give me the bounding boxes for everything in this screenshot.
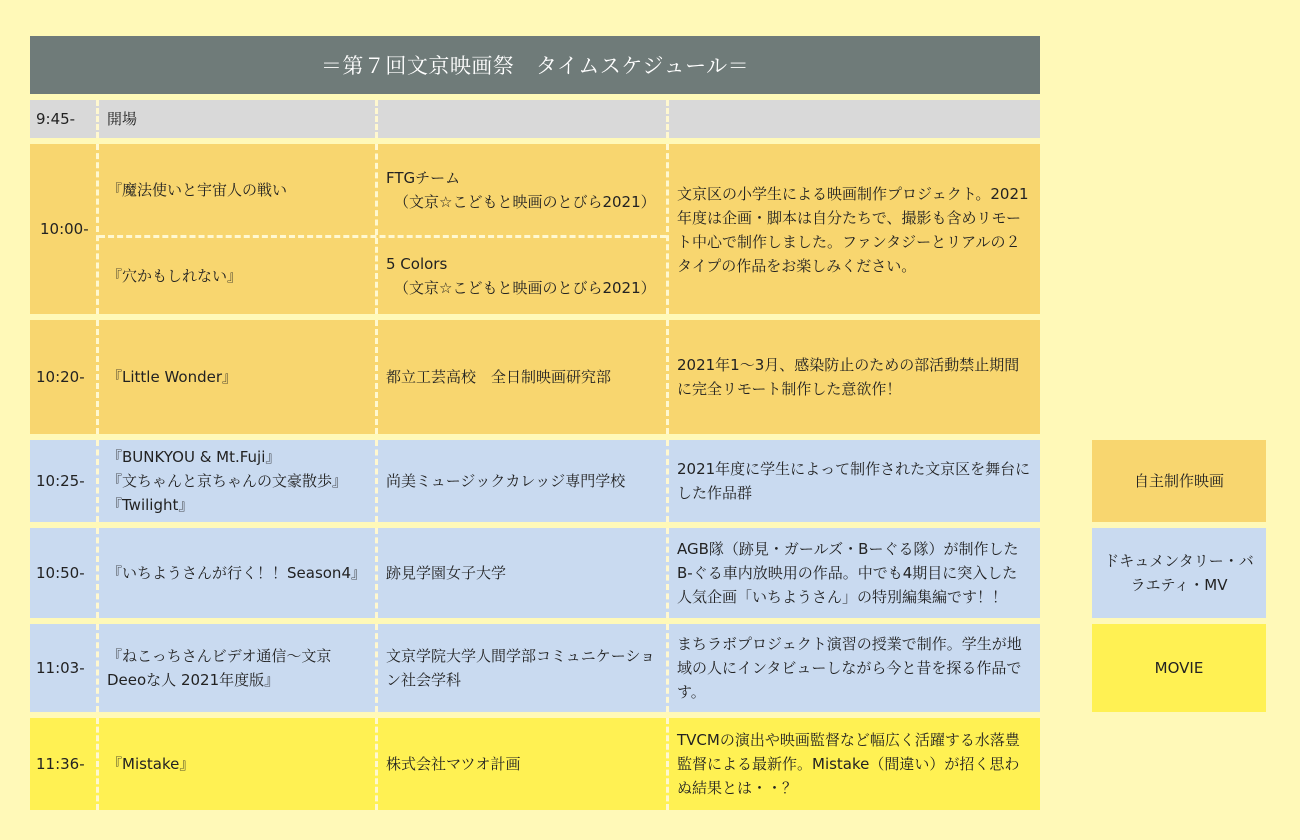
title-cell: 『穴かもしれない』 — [107, 267, 243, 285]
time-cell: 9:45- — [36, 110, 76, 128]
title-line: 『文ちゃんと京ちゃんの文豪散歩』 — [107, 472, 348, 490]
schedule-row — [30, 624, 1040, 712]
org-cell: 株式会社マツオ計画 — [386, 755, 521, 773]
legend-movie: MOVIE — [1092, 624, 1266, 712]
time-cell: 10:25- — [36, 472, 85, 490]
desc-cell: TVCMの演出や映画監督など幅広く活躍する水落豊監督による最新作。Mistake（間違い）が招く思わぬ結果とは・・？ — [677, 731, 1020, 797]
org-line: （文京☆こどもと映画のとびら2021） — [394, 279, 656, 297]
org-line: 5 Colors — [386, 255, 448, 273]
schedule-title: ＝第７回文京映画祭 タイムスケジュール＝ — [30, 36, 1040, 94]
schedule-row — [30, 320, 1040, 434]
desc-cell: 2021年1〜3月、感染防止のための部活動禁止期間に完全リモート制作した意欲作！ — [677, 356, 1020, 398]
schedule-row — [30, 144, 1040, 314]
desc-cell: まちラボプロジェクト演習の授業で制作。学生が地域の人にインタビューしながら今と昔を探る作品です。 — [677, 635, 1022, 701]
title-line: 『BUNKYOU & Mt.Fuji』 — [107, 448, 281, 466]
org-cell — [378, 100, 666, 138]
time-cell: 10:50- — [36, 564, 85, 582]
schedule-row — [30, 718, 1040, 810]
sub-row — [99, 144, 666, 235]
title-cell — [99, 440, 375, 522]
title-cell: 『魔法使いと宇宙人の戦い — [107, 180, 288, 199]
org-cell: 尚美ミュージックカレッジ専門学校 — [386, 472, 626, 490]
legend-doc: ドキュメンタリー・バラエティ・MV — [1092, 528, 1266, 618]
title-cell: 『Little Wonder』 — [107, 368, 238, 386]
title-cell: 『ねこっちさんビデオ通信〜文京Deeoな人 2021年度版』 — [107, 647, 332, 689]
time-cell: 11:36- — [36, 755, 85, 773]
legend-jishu: 自主制作映画 — [1092, 440, 1266, 522]
schedule-table — [30, 36, 1040, 810]
time-cell: 10:00- — [40, 220, 89, 238]
title-line: 『Twilight』 — [107, 496, 194, 514]
title-cell: 開場 — [107, 110, 138, 128]
org-cell: 跡見学園女子大学 — [386, 564, 507, 582]
desc-cell: AGB隊（跡見・ガールズ・Bーぐる隊）が制作したB-ぐる車内放映用の作品。中でも4期目に突入した人気企画「いちようさん」の特別編集編です！！ — [677, 540, 1019, 606]
schedule-row — [30, 100, 1040, 138]
sub-row — [99, 238, 666, 314]
org-cell: 文京学院大学人間学部コミュニケーション社会学科 — [386, 647, 656, 689]
time-cell: 10:20- — [36, 368, 85, 386]
desc-cell: 2021年度に学生によって制作された文京区を舞台にした作品群 — [677, 460, 1031, 502]
schedule-row — [30, 528, 1040, 618]
org-line: （文京☆こどもと映画のとびら2021） — [394, 192, 656, 211]
org-cell — [378, 144, 666, 235]
split-items — [99, 144, 666, 314]
org-cell: 都立工芸高校 全日制映画研究部 — [386, 368, 612, 386]
org-line: FTGチーム — [386, 168, 461, 187]
time-cell: 11:03- — [36, 659, 85, 677]
desc-cell — [669, 100, 1040, 138]
org-cell — [378, 238, 666, 314]
schedule-row — [30, 440, 1040, 522]
title-cell: 『Mistake』 — [107, 755, 195, 773]
title-cell: 『いちようさんが行く！！Season4』 — [107, 564, 366, 582]
desc-cell: 文京区の小学生による映画制作プロジェクト。2021年度は企画・脚本は自分たちで、撮影も含めリモート中心で制作しました。ファンタジーとリアルの２タイプの作品をお楽しみください。 — [677, 185, 1029, 275]
